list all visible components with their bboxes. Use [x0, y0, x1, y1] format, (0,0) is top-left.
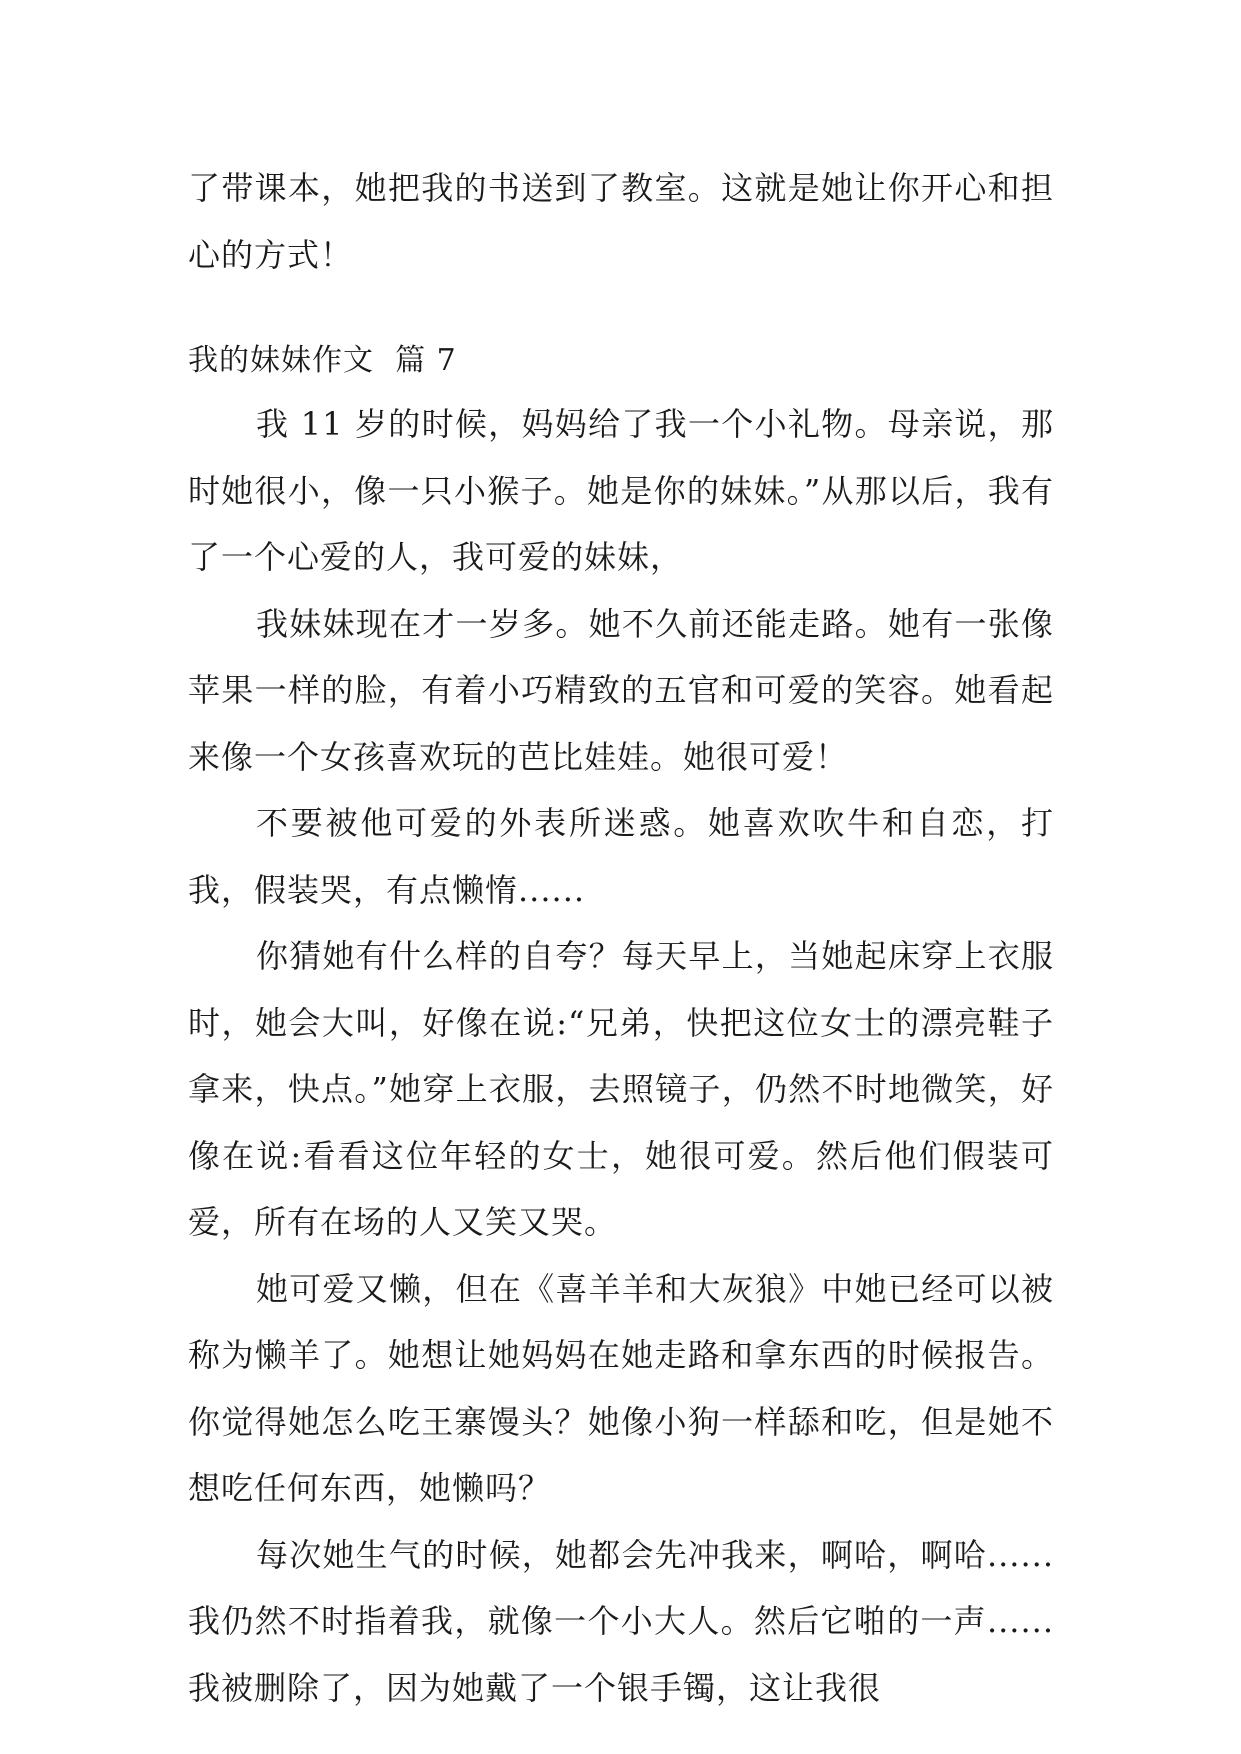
continuation-paragraph: 了带课本，她把我的书送到了教室。这就是她让你开心和担心的方式！: [188, 169, 1054, 274]
paragraph-1: 我 11 岁的时候，妈妈给了我一个小礼物。母亲说，那时她很小，像一只小猴子。她是你的妹妹。”从那以后，我有了一个心爱的人，我可爱的妹妹，: [188, 405, 1054, 576]
paragraph-3: 不要被他可爱的外表所迷惑。她喜欢吹牛和自恋，打我，假装哭，有点懒惰......: [188, 804, 1054, 909]
paragraph-6: 每次她生气的时候，她都会先冲我来，啊哈，啊哈......我仍然不时指着我，就像一个小大人。然后它啪的一声......我被删除了，因为她戴了一个银手镯，这让我很: [188, 1535, 1054, 1707]
paragraph-5: 她可爱又懒，但在《喜羊羊和大灰狼》中她已经可以被称为懒羊了。她想让她妈妈在她走路和拿东西的时候报告。你觉得她怎么吃王寨馒头？她像小狗一样舔和吃，但是她不想吃任何东西，她懒吗？: [188, 1269, 1054, 1507]
paragraph-4: 你猜她有什么样的自夸？每天早上，当她起床穿上衣服时，她会大叫，好像在说:“兄弟，快把这位女士的漂亮鞋子拿来，快点。”她穿上衣服，去照镜子，仍然不时地微笑，好像在说:看看这位年轻的女士，她很可爱。然后他们假装可爱，所有在场的人又笑又哭。: [188, 937, 1054, 1241]
paragraph-2: 我妹妹现在才一岁多。她不久前还能走路。她有一张像苹果一样的脸，有着小巧精致的五官和可爱的笑容。她看起来像一个女孩喜欢玩的芭比娃娃。她很可爱！: [188, 604, 1054, 776]
document-body: [188, 155, 1054, 1721]
section-heading: 我的妹妹作文 篇 7: [188, 343, 457, 378]
